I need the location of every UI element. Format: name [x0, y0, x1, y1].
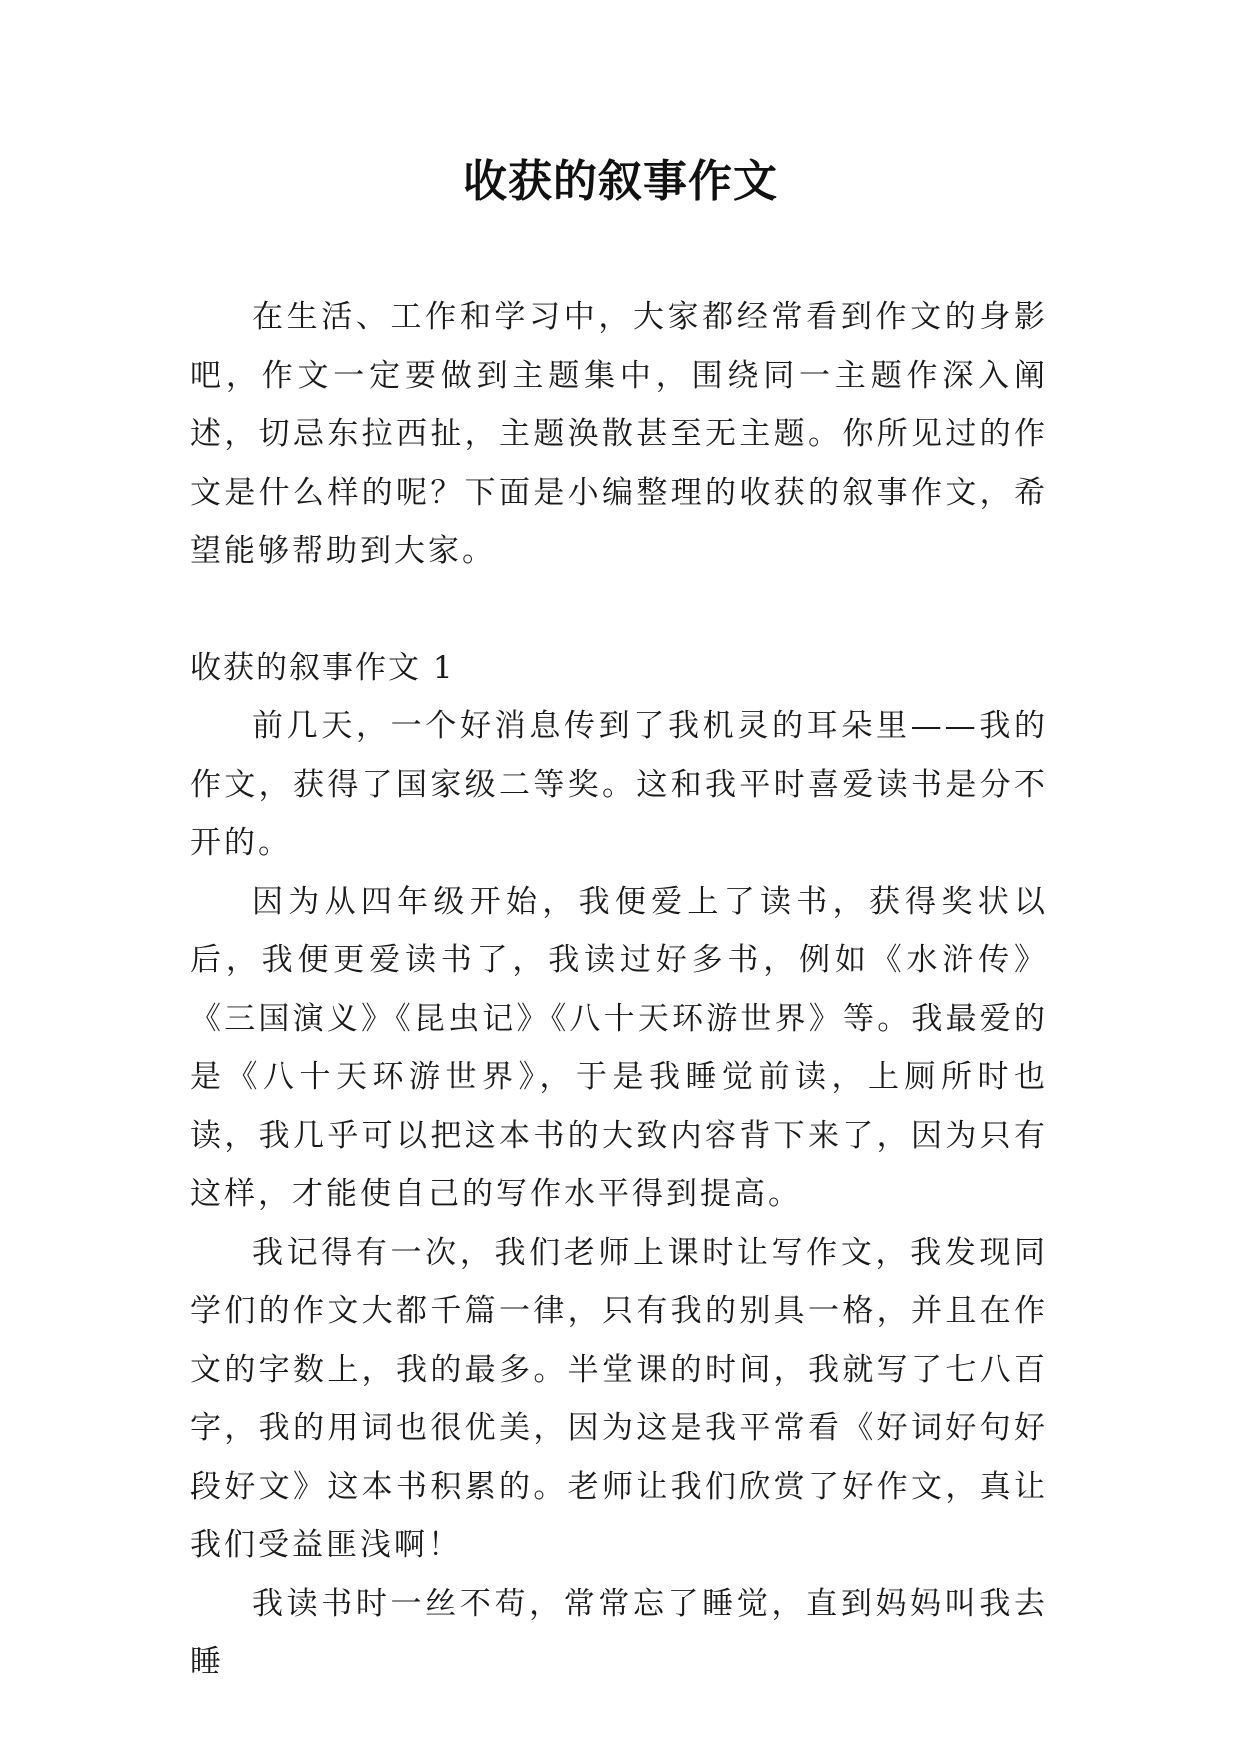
document-body	[190, 288, 1048, 1692]
body-paragraph: 前几天，一个好消息传到了我机灵的耳朵里——我的作文，获得了国家级二等奖。这和我平时喜爱读书是分不开的。	[190, 708, 1048, 861]
body-paragraph: 我记得有一次，我们老师上课时让写作文，我发现同学们的作文大都千篇一律，只有我的别具一格，并且在作文的字数上，我的最多。半堂课的时间，我就写了七八百字，我的用词也很优美，因为这是我平常看《好词好句好段好文》这本书积累的。老师让我们欣赏了好作文，真让我们受益匪浅啊！	[190, 1234, 1048, 1563]
intro-paragraph: 在生活、工作和学习中，大家都经常看到作文的身影吧，作文一定要做到主题集中，围绕同一主题作深入阐述，切忌东拉西扯，主题涣散甚至无主题。你所见过的作文是什么样的呢？下面是小编整理的收获的叙事作文，希望能够帮助到大家。	[190, 299, 1048, 569]
section-heading: 收获的叙事作文 1	[190, 649, 455, 686]
document-title: 收获的叙事作文	[463, 156, 778, 207]
body-paragraph: 我读书时一丝不苟，常常忘了睡觉，直到妈妈叫我去睡	[190, 1585, 1048, 1680]
body-paragraph: 因为从四年级开始，我便爱上了读书，获得奖状以后，我便更爱读书了，我读过好多书，例如《水浒传》《三国演义》《昆虫记》《八十天环游世界》等。我最爱的是《八十天环游世界》，于是我睡觉前读，上厕所时也读，我几乎可以把这本书的大致内容背下来了，因为只有这样，才能使自己的写作水平得到提高。	[190, 883, 1048, 1212]
